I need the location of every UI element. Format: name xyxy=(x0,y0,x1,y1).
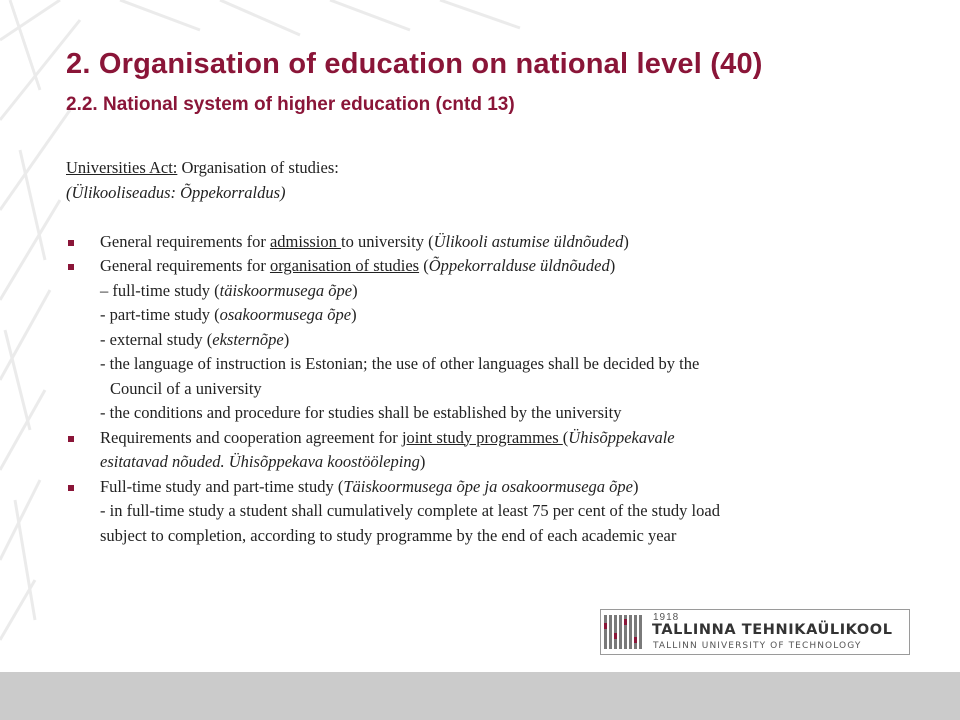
list-item: - the language of instruction is Estonian; the use of other languages shall be decided by the xyxy=(100,354,700,373)
university-logo xyxy=(600,609,910,655)
bullet-joint-programmes: Requirements and cooperation agreement for joint study programmes (Ühisõppekavale xyxy=(66,426,926,451)
list-item: - in full-time study a student shall cumulatively complete at least 75 per cent of the study load xyxy=(100,501,720,520)
list-item: - part-time study (osakoormusega õpe) xyxy=(100,305,357,324)
list-item: subject to completion, according to study programme by the end of each academic year xyxy=(100,525,677,545)
slide-body xyxy=(66,156,926,548)
list-item: - external study (eksternõpe) xyxy=(100,329,290,349)
bullet-organisation: General requirements for organisation of studies (Õppekorralduse üldnõuded) xyxy=(66,254,926,279)
admission-term: admission xyxy=(269,231,342,251)
bullet-full-part-time: Full-time study and part-time study (Täiskoormusega õpe ja osakoormusega õpe) xyxy=(66,475,926,500)
logo-bars-icon xyxy=(604,613,648,651)
list-item: Council of a university xyxy=(110,378,262,398)
footer-band xyxy=(0,672,960,720)
logo-year: 1918 xyxy=(653,612,680,623)
logo-english-name: TALLINN UNIVERSITY OF TECHNOLOGY xyxy=(653,641,862,651)
logo-name: TALLINNA TEHNIKAÜLIKOOL xyxy=(652,622,893,638)
list-item: esitatavad nõuded. Ühisõppekava koostööleping) xyxy=(100,452,426,471)
bullet-admission: General requirements for admission to university (Ülikooli astumise üldnõuded) xyxy=(66,230,926,255)
organisation-term: organisation of studies xyxy=(269,256,420,275)
list-item: - the conditions and procedure for studies shall be established by the university xyxy=(100,403,622,422)
list-item: – full-time study (täiskoormusega õpe) xyxy=(100,280,358,300)
act-translation: (Ülikooliseadus: Õppekorraldus) xyxy=(66,182,286,202)
slide-subtitle: 2.2. National system of higher education (cntd 13) xyxy=(66,94,515,115)
slide-title: 2. Organisation of education on national level (40) xyxy=(66,48,763,80)
joint-programmes-term: joint study programmes xyxy=(401,427,563,447)
act-heading xyxy=(66,156,926,181)
act-label: Universities Act: xyxy=(66,158,178,177)
act-rest: Organisation of studies: xyxy=(177,158,339,177)
